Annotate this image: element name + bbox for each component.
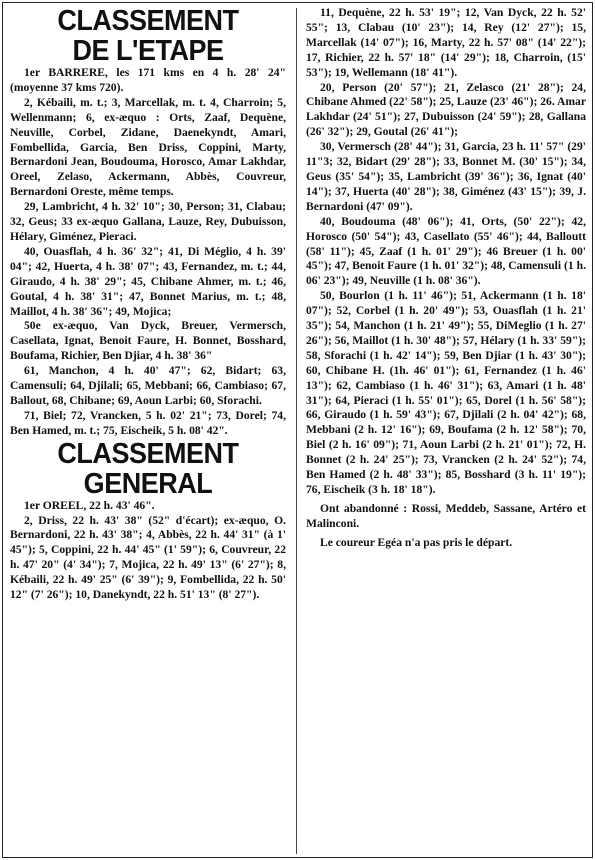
etape-heading-line-2: DE L'ETAPE: [72, 35, 224, 67]
abandon-note: Ont abandonné : Rossi, Meddeb, Sassane, Artéro et Malinconi.: [306, 501, 586, 530]
left-column: [10, 6, 286, 603]
etape-paragraph: 2, Kébaili, m. t.; 3, Marcellak, m. t. 4, Charroin; 5, Wellenmann; 6, ex-æquo : Orts, Zaaf, Dequène, Neuville, Corbel, Zidane, Daenekyndt, Amari, Fombellida, Garcia, Ben Driss, Coppini, Marty, Bernardoni Jean, Boudouma, Horosco, Amar Lakhdar, Oreel, Zelaso, Ackermann, Abbès, Couvreur, Bernardoni Oreste, même temps.: [10, 95, 286, 199]
etape-paragraph: 29, Lambricht, 4 h. 32' 10"; 30, Person; 31, Clabau; 32, Geus; 33 ex-æquo Gallana, Lauze, Rey, Dubuisson, Hélary, Giménez, Pieraci.: [10, 200, 286, 243]
general-paragraph: 20, Person (20' 57"); 21, Zelasco (21' 28"); 24, Chibane Ahmed (22' 58"); 25, Lauze (23' 46"); 26. Amar Lakhdar (24' 51"); 27, Dubuisson (24' 59"); 28, Gallana (26' 32"); 29, Goutal (26' 41");: [306, 80, 586, 139]
non-starter-note: Le coureur Egéa n'a pas pris le départ.: [320, 535, 513, 549]
column-divider: [296, 8, 297, 854]
etape-paragraph: 50e ex-æquo, Van Dyck, Breuer, Vermersch, Casellata, Ignat, Benoit Faure, H. Bonnet, Bosshard, Boufama, Richier, Ben Djiar, 4 h. 38' 36": [10, 319, 286, 363]
general-paragraph: 1er OREEL, 22 h. 43' 46".: [24, 498, 155, 512]
general-paragraph: 2, Driss, 22 h. 43' 38" (52" d'écart); ex-æquo, O. Bernardoni, 22 h. 43' 38"; 4, Abbès, 22 h. 44' 31" (à 1' 45"); 5, Coppini, 22 h. 44' 45" (1' 59"); 6, Couvreur, 22 h. 47' 20" (4' 34"); 7, Mojica, 22 h. 49' 13" (6' 27"); 8, Kébaili, 22 h. 49' 25" (6' 39"); 9, Fombellida, 22 h. 50' 12" (7' 26"); 10, Danekyndt, 22 h. 51' 13" (8' 27").: [10, 513, 286, 602]
general-heading: [20, 439, 277, 499]
etape-paragraph: 61, Manchon, 4 h. 40' 47"; 62, Bidart; 63, Camensuli; 64, Djilali; 65, Mebbani; 66, Cambiaso; 67, Ballout, 68, Chibane; 69, Aoun Larbi; 60, Sforachi.: [10, 364, 286, 407]
etape-paragraph: 1er BARRERE, les 171 kms en 4 h. 28' 24" (moyenne 37 kms 720).: [10, 66, 286, 94]
etape-heading: [20, 6, 277, 66]
etape-paragraph: 40, Ouasflah, 4 h. 36' 32"; 41, Di Méglio, 4 h. 39' 04"; 42, Huerta, 4 h. 38' 07"; 43, Fernandez, m. t.; 44, Giraudo, 4 h. 38' 29"; 45, Chibane Ahmer, m. t.; 46, Goutal, 4 h. 38' 31"; 47, Bonnet Marius, m. t.; 48, Maillot, 4 h. 38' 36"; 49, Mojica;: [10, 244, 286, 318]
general-paragraph: 50, Bourlon (1 h. 11' 46"); 51, Ackermann (1 h. 18' 07"); 52, Corbel (1 h. 20' 49"); 53, Ouasflah (1 h. 21' 35"); 54, Manchon (1 h. 21' 49"); 55, DiMeglio (1 h. 27' 26"); 56, Maillot (1 h. 30' 48"); 57, Hélary (1 h. 33' 59"); 58, Sforachi (1 h. 42' 14"); 59, Ben Djiar (1 h. 43' 30"); 60, Chibane H. (1h. 46' 01"); 61, Fernandez (1 h. 46' 13"); 62, Cambiaso (1 h. 46' 31"); 63, Amari (1 h. 48' 31"); 64, Pieraci (1 h. 55' 01"); 65, Dorel (1 h. 56' 58"); 66, Giraudo (1 h. 59' 43"); 67, Djilali (2 h. 04' 42"); 68, Mebbani (2 h. 12' 16"); 69, Boufama (2 h. 12' 58"); 70, Biel (2 h. 16' 09"); 71, Aoun Larbi (2 h. 21' 01"); 72, H. Bonnet (2 h. 24' 25"); 73, Vrancken (2 h. 24' 52"); 74, Ben Hamed (2 h. 48' 33"); 85, Bosshard (3 h. 11' 19"); 76, Eischeik (3 h. 18' 18").: [306, 289, 586, 496]
general-heading-line-2: GENERAL: [83, 467, 213, 500]
etape-paragraph: 71, Biel; 72, Vrancken, 5 h. 02' 21"; 73, Dorel; 74, Ben Hamed, m. t.; 75, Eischeik, 5 h. 08' 42".: [10, 408, 286, 437]
general-paragraph: 11, Dequène, 22 h. 53' 19"; 12, Van Dyck, 22 h. 52' 55"; 13, Clabau (10' 23"); 14, Rey (12' 27"); 15, Marcellak (14' 07"); 16, Marty, 22 h. 57' 08" (14' 22"); 17, Richier, 22 h. 57' 18" (14' 29"); 18, Charroin, (15' 53"); 19, Wellemann (18' 41").: [306, 6, 586, 79]
general-paragraph: 30, Vermersch (28' 44"); 31, Garcia, 23 h. 11' 57" (29' 11"3; 32, Bidart (29' 28"); 33, Bonnet M. (30' 15"); 34, Geus (35' 54"); 35, Lambricht (39' 36"); 36, Ignat (40' 14"); 37, Huerta (40' 28"); 38, Giménez (43' 15"); 39, J. Bernardoni (47' 09").: [306, 140, 586, 213]
general-paragraph: 40, Boudouma (48' 06"); 41, Orts, (50' 22"); 42, Horosco (50' 54"); 43, Casellato (55' 46"); 44, Balloutt (58' 11"); 45, Zaaf (1 h. 01' 29"); 46 Breuer (1 h. 00' 45"); 47, Benoit Faure (1 h. 01' 32"); 48, Camensuli (1 h. 06' 23"); 49, Neuville (1 h. 08' 36").: [306, 214, 586, 288]
right-column: [306, 6, 586, 551]
general-heading-line-1: CLASSEMENT: [57, 437, 239, 470]
etape-heading-line-1: CLASSEMENT: [57, 5, 239, 37]
